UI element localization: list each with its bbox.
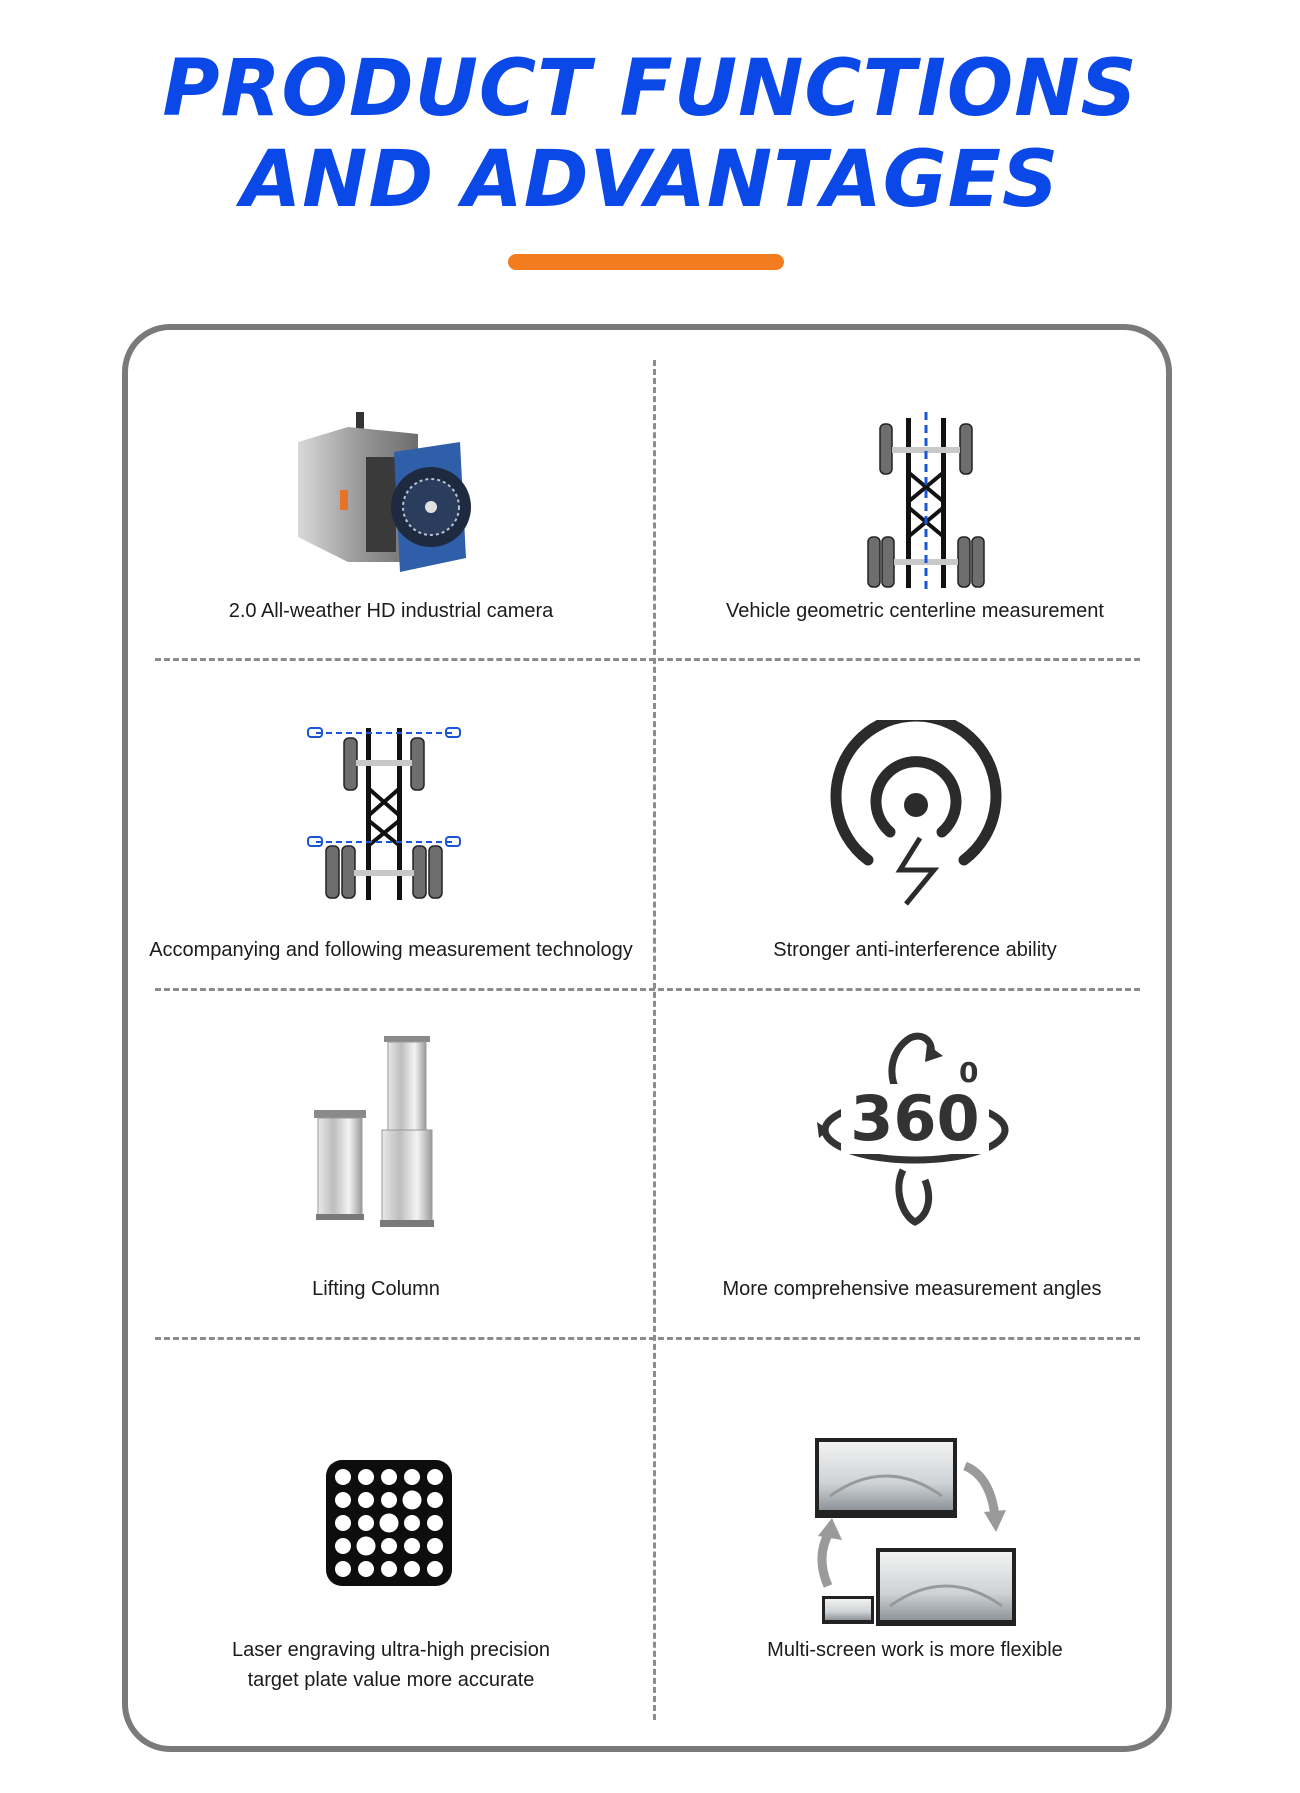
feature-caption-anti-interference: Stronger anti-interference ability: [773, 939, 1057, 961]
feature-caption-following: Accompanying and following measurement technology: [149, 939, 633, 961]
lifting-column-icon: [312, 1036, 442, 1232]
anti-interference-icon: [828, 720, 1004, 910]
feature-caption-target-plate-line-2: target plate value more accurate: [247, 1669, 535, 1691]
vehicle-centerline-icon: [866, 412, 986, 592]
page-title-line-2: AND ADVANTAGES: [240, 135, 1060, 225]
vertical-divider: [653, 360, 656, 1720]
feature-caption-360-angles: More comprehensive measurement angles: [722, 1278, 1102, 1300]
page-title-line-1: PRODUCT FUNCTIONS: [162, 44, 1138, 134]
rotation-360-icon: [815, 1030, 1015, 1230]
horizontal-divider-1: [155, 658, 1140, 661]
feature-caption-target-plate-line-1: Laser engraving ultra-high precision: [232, 1639, 550, 1661]
rotation-number: 360: [841, 1084, 989, 1154]
multi-screen-icon: [790, 1436, 1020, 1626]
feature-caption-lifting-column: Lifting Column: [312, 1278, 440, 1300]
camera-icon: [288, 412, 478, 582]
horizontal-divider-3: [155, 1337, 1140, 1340]
feature-caption-multi-screen: Multi-screen work is more flexible: [767, 1639, 1063, 1661]
feature-caption-centerline: Vehicle geometric centerline measurement: [726, 600, 1104, 622]
target-plate-icon: [326, 1460, 452, 1586]
rotation-degree-mark: 0: [959, 1056, 979, 1089]
title-underline-bar: [508, 254, 784, 270]
horizontal-divider-2: [155, 988, 1140, 991]
feature-caption-camera: 2.0 All-weather HD industrial camera: [228, 600, 554, 622]
vehicle-following-icon: [306, 718, 462, 904]
